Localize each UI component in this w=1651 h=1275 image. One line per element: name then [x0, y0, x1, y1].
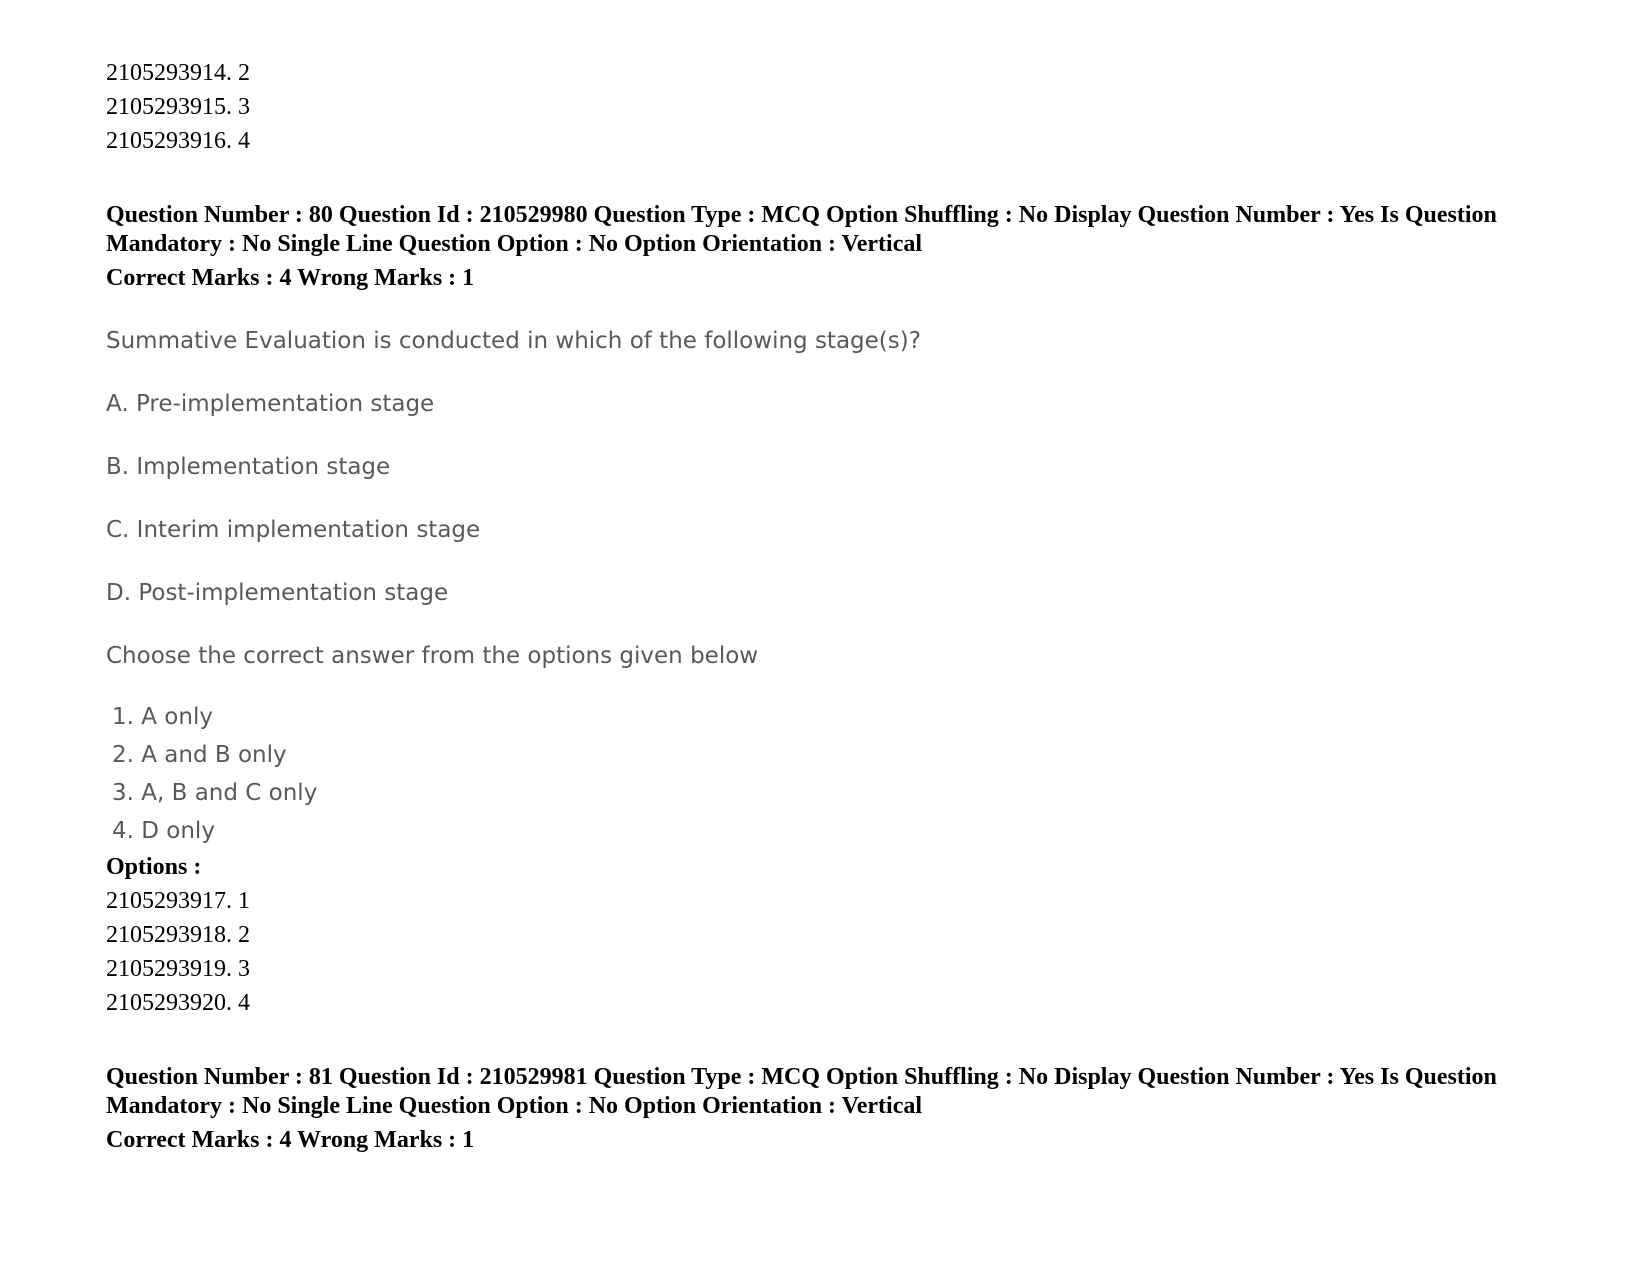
instruction-text: Choose the correct answer from the options given below [106, 643, 759, 669]
question-marks: Correct Marks : 4 Wrong Marks : 1 [106, 1127, 475, 1153]
question-80 [106, 201, 1566, 1020]
option-id-line: 2105293916. 4 [106, 128, 250, 154]
statement-item: C. Interim implementation stage [106, 517, 481, 543]
question-81 [106, 1063, 1566, 1157]
option-id-line: 2105293915. 3 [106, 94, 250, 120]
question-marks: Correct Marks : 4 Wrong Marks : 1 [106, 265, 475, 291]
question-metadata: Question Number : 81 Question Id : 210529981 Question Type : MCQ Option Shuffling : No Display Question Number : Yes Is Question Mandatory : No Single Line Question Option : No Option Orientation : Vertical [106, 1064, 1497, 1119]
question-metadata: Question Number : 80 Question Id : 210529980 Question Type : MCQ Option Shuffling : No Display Question Number : Yes Is Question Mandatory : No Single Line Question Option : No Option Orientation : Vertical [106, 202, 1497, 257]
answer-choice: 2. A and B only [112, 742, 287, 768]
question-text: Summative Evaluation is conducted in which of the following stage(s)? [106, 328, 921, 354]
document-page [106, 56, 1566, 1157]
statement-item: B. Implementation stage [106, 454, 391, 480]
answer-choice: 4. D only [112, 818, 215, 844]
answer-choice: 1. A only [112, 704, 213, 730]
previous-question-options [106, 56, 1566, 158]
answer-choice: 3. A, B and C only [112, 780, 318, 806]
option-id-line: 2105293919. 3 [106, 956, 250, 982]
options-heading: Options : [106, 854, 202, 880]
option-id-line: 2105293920. 4 [106, 990, 250, 1016]
option-id-line: 2105293918. 2 [106, 922, 250, 948]
statement-item: A. Pre-implementation stage [106, 391, 435, 417]
option-id-line: 2105293917. 1 [106, 888, 250, 914]
option-id-line: 2105293914. 2 [106, 60, 250, 86]
answer-choice-list [106, 698, 1566, 850]
statement-item: D. Post-implementation stage [106, 580, 449, 606]
